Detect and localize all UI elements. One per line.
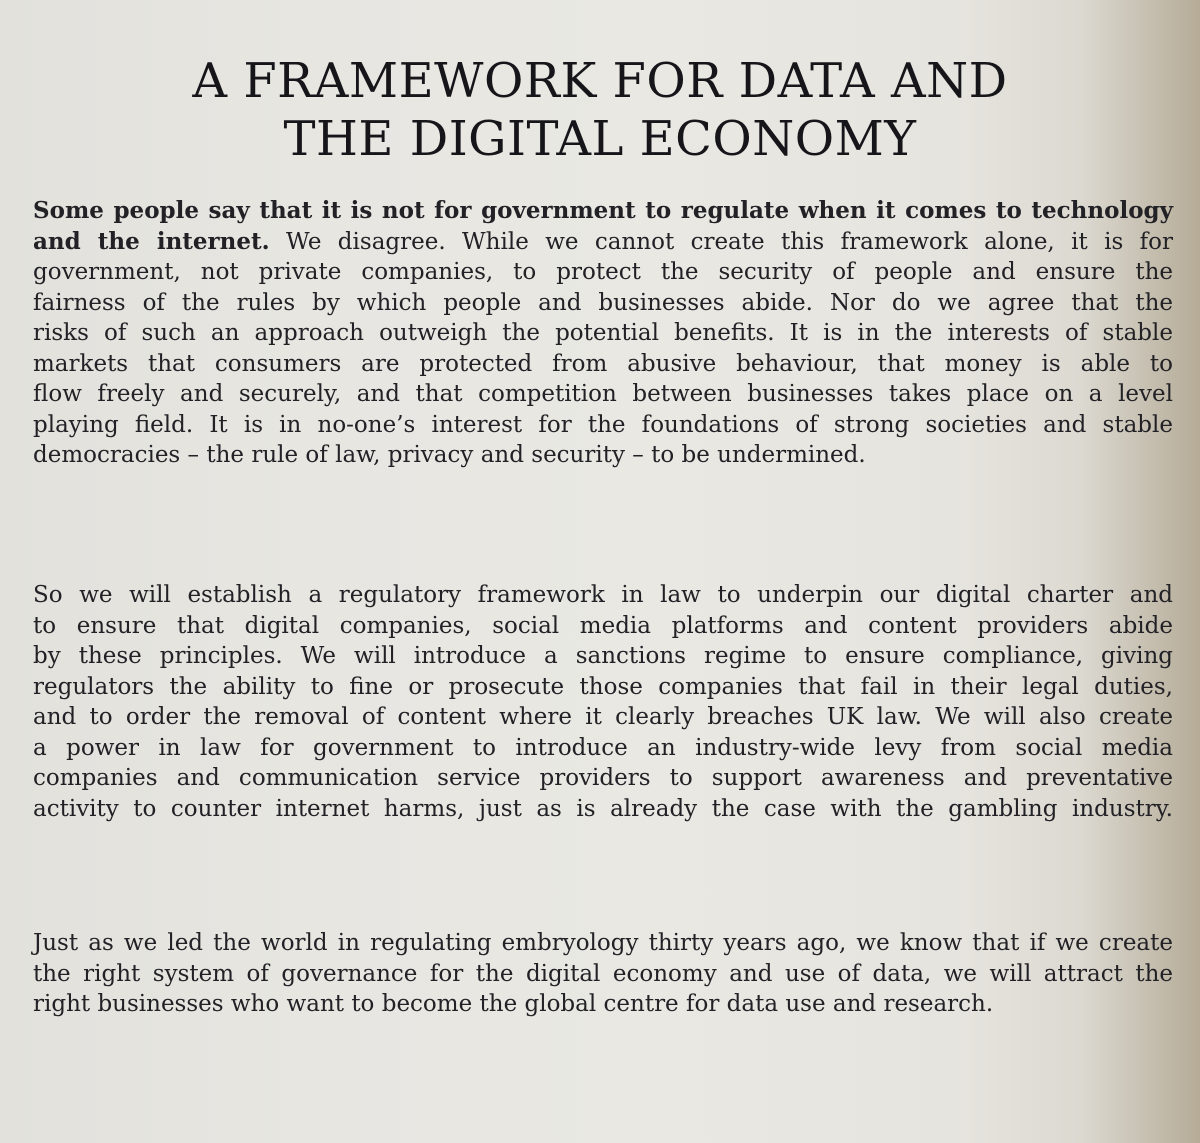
lead-sentence: Some people say that it is not for government to regulate when it comes to technology <box>33 197 1173 224</box>
line-rest: We disagree. While we cannot create this framework alone, it is for <box>269 228 1173 255</box>
page-title <box>60 52 1140 168</box>
title-line-2: THE DIGITAL ECONOMY <box>283 111 917 167</box>
lead-sentence-end: and the internet. <box>33 227 270 255</box>
paragraph-line: a power in law for government to introduce an industry-wide levy from social media <box>33 734 1173 761</box>
paragraph-line <box>33 227 1173 258</box>
paragraph-line: markets that consumers are protected from abusive behaviour, that money is able to <box>33 350 1173 377</box>
paragraph-line: and to order the removal of content where it clearly breaches UK law. We will also create <box>33 704 1173 730</box>
paragraph-line: right businesses who want to become the global centre for data use and research. <box>33 991 994 1017</box>
paragraph-conclusion <box>33 928 1173 1020</box>
paragraph-line: by these principles. We will introduce a sanctions regime to ensure compliance, giving <box>33 643 1173 669</box>
paragraph-line: government, not private companies, to protect the security of people and ensure the <box>33 259 1173 285</box>
paragraph-line: companies and communication service providers to support awareness and preventative <box>33 765 1173 791</box>
paragraph-line: regulators the ability to fine or prosecute those companies that fail in their legal duties, <box>33 673 1173 700</box>
paragraph-line: risks of such an approach outweigh the potential benefits. It is in the interests of stable <box>33 320 1173 346</box>
paragraph-line: playing field. It is in no-one’s interest for the foundations of strong societies and stable <box>33 411 1173 438</box>
paragraph-intro <box>33 196 1173 471</box>
paragraph-line: Just as we led the world in regulating embryology thirty years ago, we know that if we create <box>33 930 1173 956</box>
paragraph-line: democracies – the rule of law, privacy and security – to be undermined. <box>33 442 866 468</box>
paragraph-line: flow freely and securely, and that competition between businesses takes place on a level <box>33 381 1173 407</box>
paragraph-line: to ensure that digital companies, social media platforms and content providers abide <box>33 612 1173 639</box>
title-line-1: A FRAMEWORK FOR DATA AND <box>192 53 1008 109</box>
paragraph-framework <box>33 580 1173 824</box>
paragraph-line: So we will establish a regulatory framework in law to underpin our digital charter and <box>33 582 1173 608</box>
paragraph-line: fairness of the rules by which people and businesses abide. Nor do we agree that the <box>33 289 1173 316</box>
paragraph-line: activity to counter internet harms, just as is already the case with the gambling industry. <box>33 795 1173 822</box>
paragraph-line: the right system of governance for the digital economy and use of data, we will attract the <box>33 960 1173 987</box>
